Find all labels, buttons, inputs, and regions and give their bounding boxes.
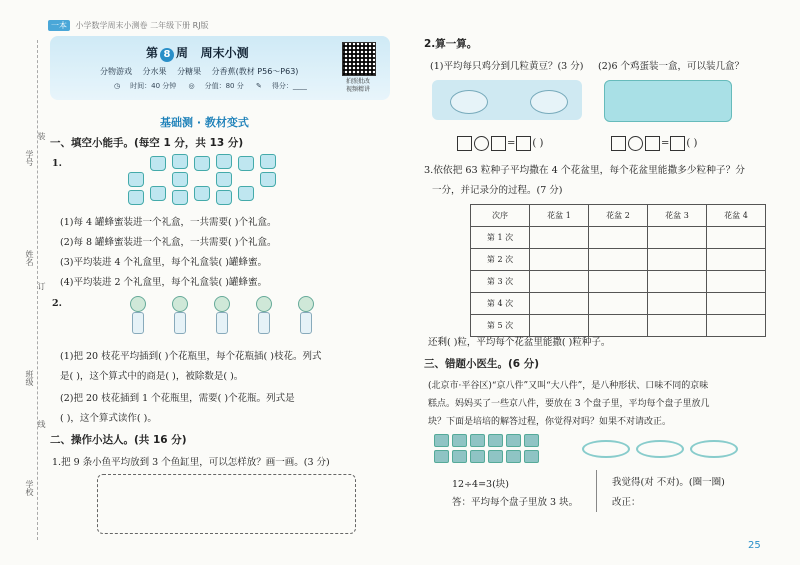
row-label: 第 3 次 [471,271,530,293]
answer-square[interactable] [516,136,531,151]
table-header-cell: 花盆 4 [707,205,766,227]
section-banner: 基础测 · 教材变式 [160,116,249,129]
jar-icon [172,154,188,169]
q2-part-2-line-1: (2)把 20 枝花插到 1 个花瓶里，需要( )个花瓶。列式是 [60,393,295,404]
answer-square[interactable] [611,136,626,151]
plate-icon [636,440,684,458]
jar-icon [150,156,166,171]
jar-icon [216,154,232,169]
s3-paragraph-3: 块？下面是培培的解答过程，你觉得对吗？如果不对请改正。 [428,417,672,427]
label-xian: 线 [37,420,46,428]
header-topics [100,66,306,77]
table-cell[interactable] [648,271,707,293]
s3-paragraph-1: (北京市·平谷区)“京八件”又叫“大八件”，是八种形状、口味不同的京味 [428,381,709,391]
topic-2: 分水果 [142,67,167,76]
flower-vase-icon [296,296,314,334]
equation-row-2[interactable]: = ( ) [610,136,697,151]
flower-vase-icon [254,296,272,334]
q1-part-4: (4)平均装进 2 个礼盒里，每个礼盒装( )罐蜂蜜。 [60,277,267,288]
pastry-icon [452,450,467,463]
book-title: 小学数学周末小测卷 二年级下册 RJ版 [75,21,209,30]
q2-part-1-line-1: (1)把 20 枝花平均插到( )个花瓶里，每个花瓶插( )枝花。列式 [60,351,322,362]
table-cell[interactable] [530,293,589,315]
right-q3-answer: 还剩( )粒，平均每个花盆里能撒( )粒种子。 [428,337,611,348]
pastry-icon [470,434,485,447]
jar-icon [238,156,254,171]
header-meta [114,81,317,91]
right-q2-title: 2.算一算。 [424,38,478,50]
table-cell[interactable] [589,249,648,271]
jar-icon [194,156,210,171]
q2-part-2-line-2: ( )，这个算式读作( )。 [60,413,157,424]
qr-caption-2: 视频精讲 [345,86,370,93]
week-number-badge: 8 [160,48,174,62]
header-card [50,36,390,100]
pastries-illustration [434,434,574,468]
jar-icon [216,190,232,205]
qr-caption-1: 拍照批改 [345,78,370,85]
brand-logo: 一本 [48,20,70,31]
right-q2-part-2: (2)6 个鸡蛋装一盒，可以装几盒？ [598,61,745,72]
table-cell[interactable] [707,227,766,249]
q2-number: 2. [52,298,62,309]
q1-part-2: (2)每 8 罐蜂蜜装进一个礼盒，一共需要( )个礼盒。 [60,237,277,248]
total-score: 分值：80 分 [204,82,244,90]
chicken-icon [530,90,568,114]
row-label: 第 5 次 [471,315,530,337]
q1-part-1: (1)每 4 罐蜂蜜装进一个礼盒，一共需要( )个礼盒。 [60,217,277,228]
table-header-cell: 次序 [471,205,530,227]
vases-illustration [128,296,328,336]
table-cell[interactable] [648,249,707,271]
right-q3-line-2: 一分，并记录分的过程。(7 分) [432,185,563,196]
pastry-icon [470,450,485,463]
jar-icon [260,172,276,187]
table-header-row [471,205,766,227]
judge-prompt[interactable]: 我觉得(对 不对)。(圈一圈) [612,477,725,488]
operator-circle[interactable] [474,136,489,151]
table-cell[interactable] [707,271,766,293]
test-title: 周末小测 [200,46,249,60]
table-cell[interactable] [530,249,589,271]
time-limit: 时间：40 分钟 [130,82,177,90]
flower-vase-icon [212,296,230,334]
correction-label: 改正： [612,497,641,508]
jar-icon [260,154,276,169]
table-cell[interactable] [648,227,707,249]
s3-paragraph-2: 糕点。妈妈买了一些京八件，要放在 3 个盘子里，平均每个盘子里放几 [428,399,710,409]
label-school: 学校 [25,480,34,496]
row-label: 第 4 次 [471,293,530,315]
label-ding: 订 [37,282,46,290]
jar-icon [194,186,210,201]
q2-part-1-line-2: 是( )，这个算式中的商是( )，被除数是( )。 [60,371,244,382]
clock-icon: ◷ [114,82,121,90]
table-cell[interactable] [589,227,648,249]
table-row [471,227,766,249]
row-label: 第 1 次 [471,227,530,249]
topic-4: 分香蕉(教材 P56～P63) [211,67,299,76]
table-cell[interactable] [589,271,648,293]
topic-1: 分物游戏 [100,67,132,76]
q1-part-3: (3)平均装进 4 个礼盒里，每个礼盒装( )罐蜂蜜。 [60,257,267,268]
operator-circle[interactable] [628,136,643,151]
table-row [471,249,766,271]
chickens-illustration [432,80,582,120]
table-cell[interactable] [530,227,589,249]
pastry-icon [434,434,449,447]
right-q3-line-1: 3.依依把 63 粒种子平均撒在 4 个花盆里，每个花盆里能撒多少粒种子？分 [424,165,745,176]
jar-icon [172,172,188,187]
flower-vase-icon [128,296,146,334]
jar-icon [238,186,254,201]
table-header-cell: 花盆 1 [530,205,589,227]
topic-3: 分糖果 [177,67,202,76]
jar-icon [128,190,144,205]
pastry-icon [506,450,521,463]
answer-square[interactable] [645,136,660,151]
plate-icon [582,440,630,458]
answer-square[interactable] [491,136,506,151]
q1-number: 1. [52,158,62,169]
seed-distribution-table [470,204,766,337]
plate-icon [690,440,738,458]
label-class: 班级 [25,370,34,386]
score-icon: ◎ [188,82,195,90]
equation-row-1[interactable]: = ( ) [456,136,543,151]
jar-icon [216,172,232,187]
jar-icon [172,190,188,205]
jar-icon [128,172,144,187]
jar-icon [150,186,166,201]
label-zhuang: 装 [37,132,46,140]
pastry-icon [452,434,467,447]
table-header-cell: 花盆 2 [589,205,648,227]
pastry-icon [524,434,539,447]
s2-q1: 1.把 9 条小鱼平均放到 3 个鱼缸里，可以怎样放？画一画。(3 分) [52,457,330,468]
answer-square[interactable] [670,136,685,151]
label-name: 姓名 [25,250,34,266]
section-3-title: 三、错题小医生。(6 分) [424,358,540,370]
table-cell[interactable] [707,293,766,315]
drawing-answer-box[interactable] [97,474,356,534]
table-cell[interactable] [648,315,707,337]
table-row [471,293,766,315]
section-1-title: 一、填空小能手。(每空 1 分，共 13 分) [50,137,244,149]
row-label: 第 2 次 [471,249,530,271]
flower-vase-icon [170,296,188,334]
section-2-title: 二、操作小达人。(共 16 分) [50,434,187,446]
chicken-icon [450,90,488,114]
egg-tray-illustration [604,80,732,122]
table-row [471,271,766,293]
table-header-cell: 花盆 3 [648,205,707,227]
qr-code[interactable] [342,42,376,76]
header-title [146,44,249,62]
week-prefix: 第 [146,46,159,60]
table-cell[interactable] [707,249,766,271]
honey-jars-illustration [128,156,288,206]
pen-icon: ✎ [255,82,262,90]
pastry-icon [488,450,503,463]
pastry-icon [434,450,449,463]
label-student-no: 学号 [25,150,34,166]
top-bar [48,20,209,31]
table-cell[interactable] [707,315,766,337]
qr-caption [340,78,376,94]
answer-square[interactable] [457,136,472,151]
pastry-icon [488,434,503,447]
pastry-icon [524,450,539,463]
table-cell[interactable] [530,271,589,293]
student-answer: 答：平均每个盘子里放 3 块。 [452,497,579,508]
page-number: 25 [748,540,761,551]
week-suffix: 周 [176,46,189,60]
table-cell[interactable] [589,293,648,315]
binding-line [37,40,38,540]
vertical-divider [596,470,597,512]
table-cell[interactable] [648,293,707,315]
got-score: 得分：____ [271,82,307,90]
pastry-icon [506,434,521,447]
student-calculation: 12÷4=3(块) [452,479,510,490]
right-q2-part-1: (1)平均每只鸡分到几粒黄豆？(3 分) [430,61,584,72]
